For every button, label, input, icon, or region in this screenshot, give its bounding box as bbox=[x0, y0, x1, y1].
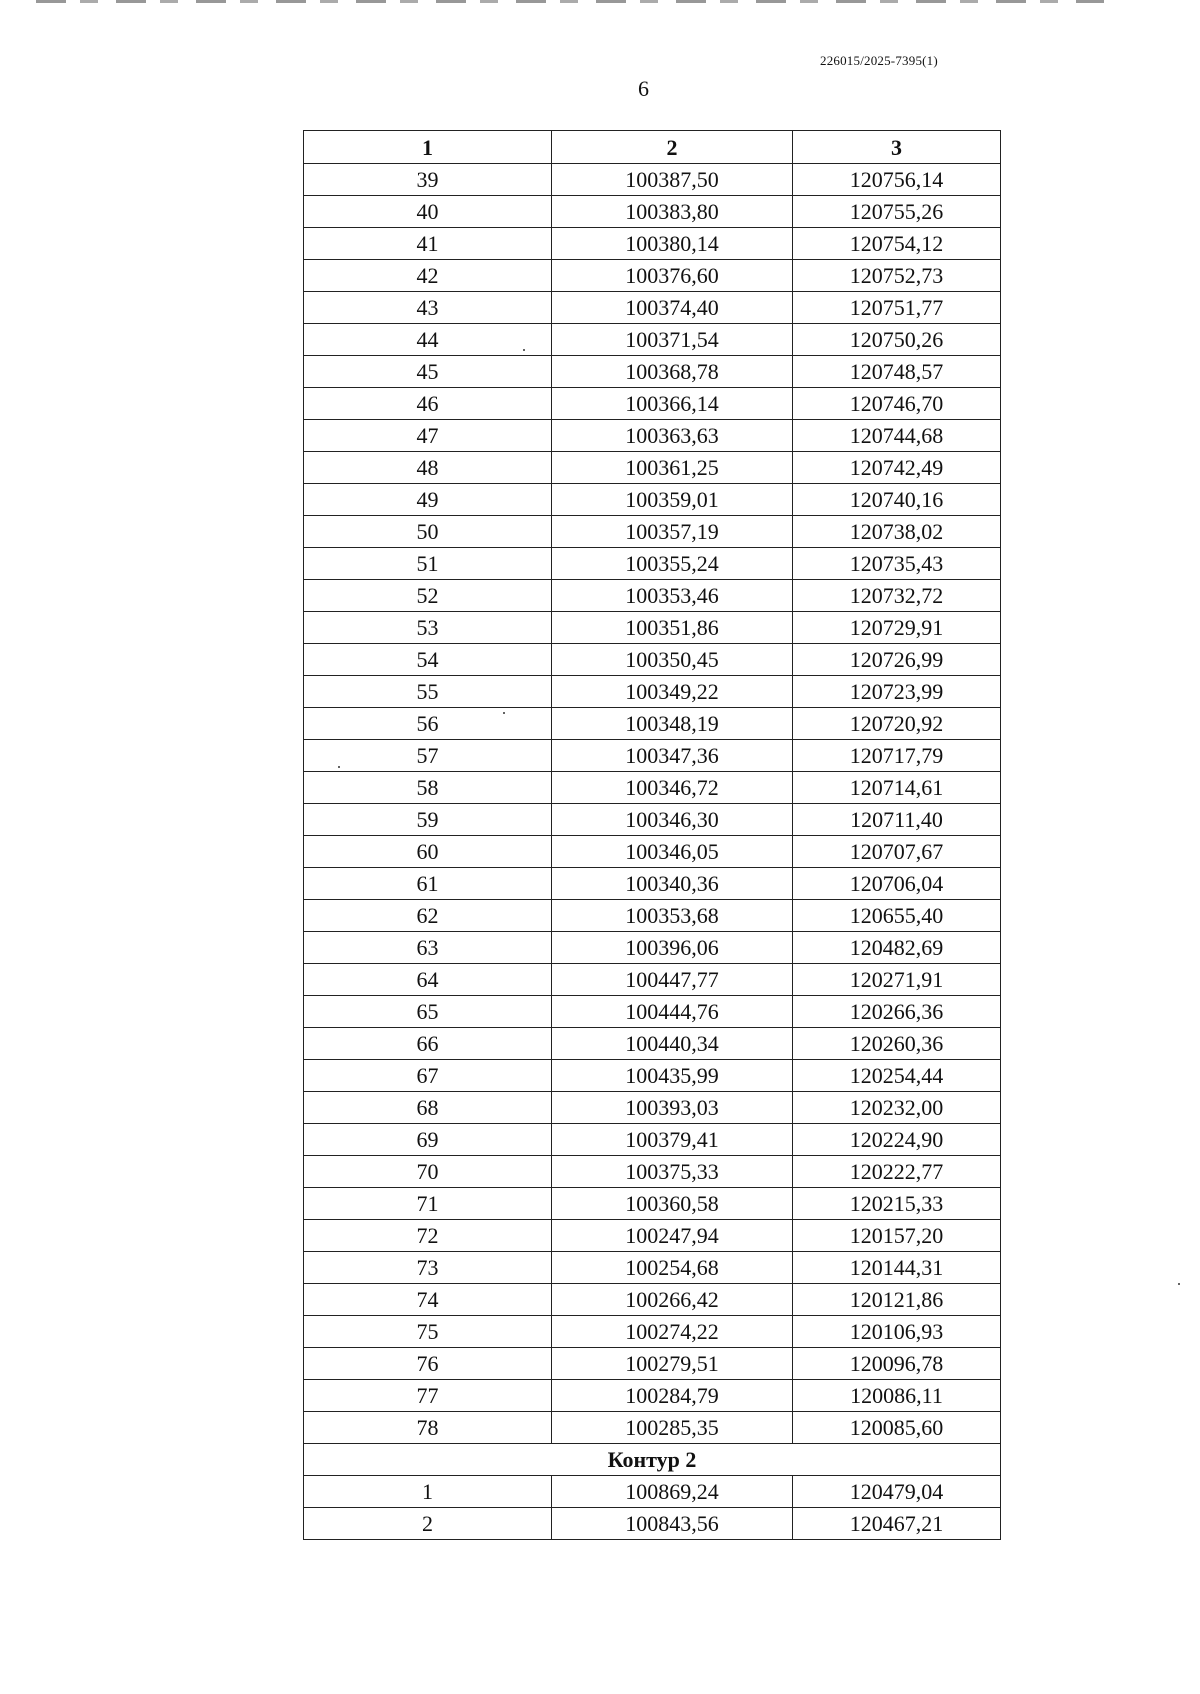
table-row bbox=[304, 676, 1001, 708]
y-coordinate-cell: 120254,44 bbox=[793, 1060, 1001, 1092]
x-coordinate-cell: 100346,30 bbox=[552, 804, 793, 836]
section-title: Контур 2 bbox=[304, 1444, 1001, 1476]
x-coordinate-cell: 100366,14 bbox=[552, 388, 793, 420]
y-coordinate-cell: 120479,04 bbox=[793, 1476, 1001, 1508]
y-coordinate-cell: 120224,90 bbox=[793, 1124, 1001, 1156]
x-coordinate-cell: 100353,68 bbox=[552, 900, 793, 932]
table-row bbox=[304, 772, 1001, 804]
point-number-cell: 60 bbox=[304, 836, 552, 868]
y-coordinate-cell: 120106,93 bbox=[793, 1316, 1001, 1348]
point-number-cell: 74 bbox=[304, 1284, 552, 1316]
x-coordinate-cell: 100375,33 bbox=[552, 1156, 793, 1188]
point-number-cell: 71 bbox=[304, 1188, 552, 1220]
point-number-cell: 69 bbox=[304, 1124, 552, 1156]
y-coordinate-cell: 120744,68 bbox=[793, 420, 1001, 452]
x-coordinate-cell: 100387,50 bbox=[552, 164, 793, 196]
table-row bbox=[304, 1060, 1001, 1092]
table-row bbox=[304, 548, 1001, 580]
x-coordinate-cell: 100346,72 bbox=[552, 772, 793, 804]
x-coordinate-cell: 100346,05 bbox=[552, 836, 793, 868]
x-coordinate-cell: 100360,58 bbox=[552, 1188, 793, 1220]
x-coordinate-cell: 100349,22 bbox=[552, 676, 793, 708]
table-row bbox=[304, 708, 1001, 740]
x-coordinate-cell: 100247,94 bbox=[552, 1220, 793, 1252]
table-row bbox=[304, 516, 1001, 548]
table-row bbox=[304, 164, 1001, 196]
y-coordinate-cell: 120732,72 bbox=[793, 580, 1001, 612]
x-coordinate-cell: 100376,60 bbox=[552, 260, 793, 292]
y-coordinate-cell: 120655,40 bbox=[793, 900, 1001, 932]
y-coordinate-cell: 120222,77 bbox=[793, 1156, 1001, 1188]
x-coordinate-cell: 100444,76 bbox=[552, 996, 793, 1028]
x-coordinate-cell: 100440,34 bbox=[552, 1028, 793, 1060]
page-number: 6 bbox=[638, 76, 649, 101]
y-coordinate-cell: 120754,12 bbox=[793, 228, 1001, 260]
scan-speck bbox=[1178, 1283, 1180, 1285]
y-coordinate-cell: 120157,20 bbox=[793, 1220, 1001, 1252]
x-coordinate-cell: 100254,68 bbox=[552, 1252, 793, 1284]
y-coordinate-cell: 120467,21 bbox=[793, 1508, 1001, 1540]
point-number-cell: 45 bbox=[304, 356, 552, 388]
scan-top-edge bbox=[36, 0, 1104, 3]
point-number-cell: 42 bbox=[304, 260, 552, 292]
point-number-cell: 59 bbox=[304, 804, 552, 836]
x-coordinate-cell: 100348,19 bbox=[552, 708, 793, 740]
table-row bbox=[304, 1412, 1001, 1444]
column-header-x: 2 bbox=[552, 131, 793, 164]
table-row bbox=[304, 1156, 1001, 1188]
point-number-cell: 55 bbox=[304, 676, 552, 708]
coordinates-table bbox=[303, 130, 1001, 1540]
x-coordinate-cell: 100383,80 bbox=[552, 196, 793, 228]
point-number-cell: 78 bbox=[304, 1412, 552, 1444]
point-number-cell: 57 bbox=[304, 740, 552, 772]
y-coordinate-cell: 120735,43 bbox=[793, 548, 1001, 580]
y-coordinate-cell: 120266,36 bbox=[793, 996, 1001, 1028]
point-number-cell: 40 bbox=[304, 196, 552, 228]
y-coordinate-cell: 120723,99 bbox=[793, 676, 1001, 708]
y-coordinate-cell: 120720,92 bbox=[793, 708, 1001, 740]
x-coordinate-cell: 100379,41 bbox=[552, 1124, 793, 1156]
y-coordinate-cell: 120711,40 bbox=[793, 804, 1001, 836]
point-number-cell: 1 bbox=[304, 1476, 552, 1508]
x-coordinate-cell: 100284,79 bbox=[552, 1380, 793, 1412]
table-row bbox=[304, 228, 1001, 260]
point-number-cell: 41 bbox=[304, 228, 552, 260]
x-coordinate-cell: 100371,54 bbox=[552, 324, 793, 356]
y-coordinate-cell: 120215,33 bbox=[793, 1188, 1001, 1220]
x-coordinate-cell: 100350,45 bbox=[552, 644, 793, 676]
table-row bbox=[304, 420, 1001, 452]
point-number-cell: 49 bbox=[304, 484, 552, 516]
point-number-cell: 56 bbox=[304, 708, 552, 740]
table-row bbox=[304, 740, 1001, 772]
table-row bbox=[304, 900, 1001, 932]
point-number-cell: 53 bbox=[304, 612, 552, 644]
table-row bbox=[304, 1252, 1001, 1284]
document-reference: 226015/2025-7395(1) bbox=[820, 53, 938, 68]
x-coordinate-cell: 100285,35 bbox=[552, 1412, 793, 1444]
point-number-cell: 52 bbox=[304, 580, 552, 612]
x-coordinate-cell: 100869,24 bbox=[552, 1476, 793, 1508]
scan-speck bbox=[523, 349, 525, 351]
y-coordinate-cell: 120740,16 bbox=[793, 484, 1001, 516]
x-coordinate-cell: 100340,36 bbox=[552, 868, 793, 900]
y-coordinate-cell: 120086,11 bbox=[793, 1380, 1001, 1412]
point-number-cell: 43 bbox=[304, 292, 552, 324]
y-coordinate-cell: 120738,02 bbox=[793, 516, 1001, 548]
x-coordinate-cell: 100351,86 bbox=[552, 612, 793, 644]
point-number-cell: 63 bbox=[304, 932, 552, 964]
y-coordinate-cell: 120755,26 bbox=[793, 196, 1001, 228]
table-row bbox=[304, 1508, 1001, 1540]
table-body bbox=[304, 164, 1001, 1540]
point-number-cell: 48 bbox=[304, 452, 552, 484]
table-row bbox=[304, 388, 1001, 420]
x-coordinate-cell: 100353,46 bbox=[552, 580, 793, 612]
table-row bbox=[304, 1476, 1001, 1508]
x-coordinate-cell: 100279,51 bbox=[552, 1348, 793, 1380]
y-coordinate-cell: 120085,60 bbox=[793, 1412, 1001, 1444]
table-row bbox=[304, 612, 1001, 644]
table-row bbox=[304, 1124, 1001, 1156]
y-coordinate-cell: 120750,26 bbox=[793, 324, 1001, 356]
point-number-cell: 77 bbox=[304, 1380, 552, 1412]
x-coordinate-cell: 100374,40 bbox=[552, 292, 793, 324]
x-coordinate-cell: 100396,06 bbox=[552, 932, 793, 964]
table-row bbox=[304, 196, 1001, 228]
y-coordinate-cell: 120714,61 bbox=[793, 772, 1001, 804]
y-coordinate-cell: 120482,69 bbox=[793, 932, 1001, 964]
x-coordinate-cell: 100393,03 bbox=[552, 1092, 793, 1124]
y-coordinate-cell: 120271,91 bbox=[793, 964, 1001, 996]
point-number-cell: 75 bbox=[304, 1316, 552, 1348]
table-row bbox=[304, 324, 1001, 356]
table-row bbox=[304, 964, 1001, 996]
point-number-cell: 62 bbox=[304, 900, 552, 932]
x-coordinate-cell: 100368,78 bbox=[552, 356, 793, 388]
x-coordinate-cell: 100359,01 bbox=[552, 484, 793, 516]
table-header-row bbox=[304, 131, 1001, 164]
y-coordinate-cell: 120726,99 bbox=[793, 644, 1001, 676]
table-row bbox=[304, 836, 1001, 868]
table-row bbox=[304, 1316, 1001, 1348]
point-number-cell: 58 bbox=[304, 772, 552, 804]
y-coordinate-cell: 120746,70 bbox=[793, 388, 1001, 420]
y-coordinate-cell: 120121,86 bbox=[793, 1284, 1001, 1316]
column-header-y: 3 bbox=[793, 131, 1001, 164]
point-number-cell: 44 bbox=[304, 324, 552, 356]
point-number-cell: 68 bbox=[304, 1092, 552, 1124]
scan-speck bbox=[503, 712, 505, 714]
y-coordinate-cell: 120751,77 bbox=[793, 292, 1001, 324]
point-number-cell: 50 bbox=[304, 516, 552, 548]
x-coordinate-cell: 100355,24 bbox=[552, 548, 793, 580]
x-coordinate-cell: 100363,63 bbox=[552, 420, 793, 452]
table-row bbox=[304, 1220, 1001, 1252]
point-number-cell: 65 bbox=[304, 996, 552, 1028]
point-number-cell: 76 bbox=[304, 1348, 552, 1380]
table-row bbox=[304, 1188, 1001, 1220]
y-coordinate-cell: 120144,31 bbox=[793, 1252, 1001, 1284]
point-number-cell: 72 bbox=[304, 1220, 552, 1252]
table-row bbox=[304, 1348, 1001, 1380]
point-number-cell: 54 bbox=[304, 644, 552, 676]
column-header-point: 1 bbox=[304, 131, 552, 164]
x-coordinate-cell: 100380,14 bbox=[552, 228, 793, 260]
y-coordinate-cell: 120748,57 bbox=[793, 356, 1001, 388]
point-number-cell: 66 bbox=[304, 1028, 552, 1060]
y-coordinate-cell: 120729,91 bbox=[793, 612, 1001, 644]
point-number-cell: 64 bbox=[304, 964, 552, 996]
y-coordinate-cell: 120096,78 bbox=[793, 1348, 1001, 1380]
scan-speck bbox=[338, 766, 340, 768]
y-coordinate-cell: 120707,67 bbox=[793, 836, 1001, 868]
point-number-cell: 2 bbox=[304, 1508, 552, 1540]
table-row bbox=[304, 292, 1001, 324]
table-row bbox=[304, 804, 1001, 836]
y-coordinate-cell: 120232,00 bbox=[793, 1092, 1001, 1124]
table-row bbox=[304, 452, 1001, 484]
y-coordinate-cell: 120742,49 bbox=[793, 452, 1001, 484]
y-coordinate-cell: 120706,04 bbox=[793, 868, 1001, 900]
table-row bbox=[304, 996, 1001, 1028]
point-number-cell: 46 bbox=[304, 388, 552, 420]
table-row bbox=[304, 644, 1001, 676]
x-coordinate-cell: 100447,77 bbox=[552, 964, 793, 996]
x-coordinate-cell: 100274,22 bbox=[552, 1316, 793, 1348]
table-row bbox=[304, 1380, 1001, 1412]
x-coordinate-cell: 100361,25 bbox=[552, 452, 793, 484]
table-row bbox=[304, 1284, 1001, 1316]
table-row bbox=[304, 932, 1001, 964]
table-row bbox=[304, 356, 1001, 388]
table-row bbox=[304, 868, 1001, 900]
point-number-cell: 67 bbox=[304, 1060, 552, 1092]
x-coordinate-cell: 100347,36 bbox=[552, 740, 793, 772]
point-number-cell: 73 bbox=[304, 1252, 552, 1284]
table-row bbox=[304, 260, 1001, 292]
x-coordinate-cell: 100843,56 bbox=[552, 1508, 793, 1540]
table-row bbox=[304, 1028, 1001, 1060]
x-coordinate-cell: 100435,99 bbox=[552, 1060, 793, 1092]
y-coordinate-cell: 120756,14 bbox=[793, 164, 1001, 196]
section-header-row bbox=[304, 1444, 1001, 1476]
point-number-cell: 61 bbox=[304, 868, 552, 900]
y-coordinate-cell: 120752,73 bbox=[793, 260, 1001, 292]
x-coordinate-cell: 100266,42 bbox=[552, 1284, 793, 1316]
table-row bbox=[304, 580, 1001, 612]
point-number-cell: 39 bbox=[304, 164, 552, 196]
point-number-cell: 70 bbox=[304, 1156, 552, 1188]
x-coordinate-cell: 100357,19 bbox=[552, 516, 793, 548]
table-row bbox=[304, 1092, 1001, 1124]
table-row bbox=[304, 484, 1001, 516]
point-number-cell: 51 bbox=[304, 548, 552, 580]
point-number-cell: 47 bbox=[304, 420, 552, 452]
y-coordinate-cell: 120717,79 bbox=[793, 740, 1001, 772]
y-coordinate-cell: 120260,36 bbox=[793, 1028, 1001, 1060]
